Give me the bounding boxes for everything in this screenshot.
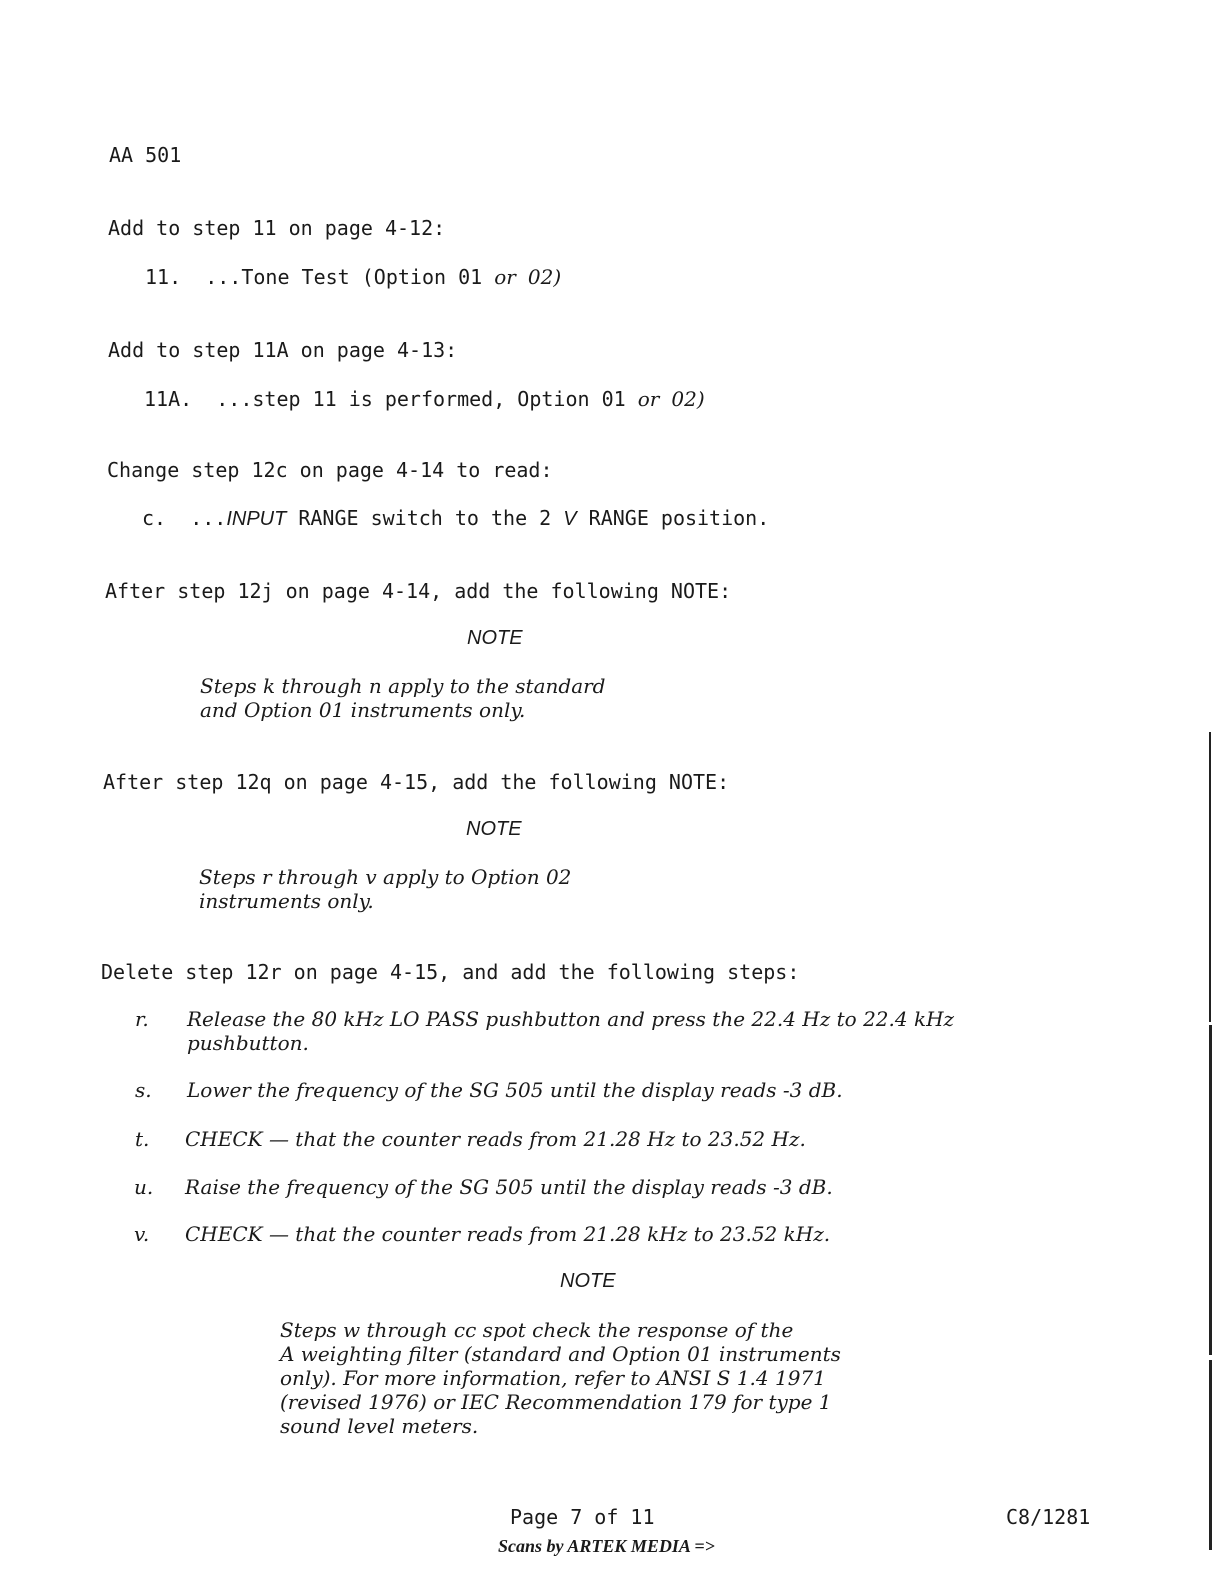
- note-line: instruments only.: [199, 889, 374, 913]
- step-item: [145, 265, 561, 289]
- note-title: NOTE: [466, 818, 522, 840]
- scan-edge-line: [1209, 1025, 1212, 1355]
- note-line: only). For more information, refer to ANSI S 1.4 1971: [280, 1366, 826, 1390]
- step-line: Raise the frequency of the SG 505 until the display reads -3 dB.: [185, 1175, 833, 1199]
- step-line: Lower the frequency of the SG 505 until the display reads -3 dB.: [187, 1078, 843, 1102]
- scan-edge-line: [1209, 1360, 1212, 1550]
- step-text: ...Tone Test (Option 01: [205, 265, 483, 289]
- step-label: v.: [134, 1222, 150, 1246]
- step-label: s.: [135, 1078, 152, 1102]
- step-label: r.: [135, 1007, 149, 1031]
- note-line: Steps k through n apply to the standard: [200, 674, 606, 698]
- step-text-middle: RANGE switch to the 2: [286, 506, 564, 530]
- section-heading: Delete step 12r on page 4-15, and add the following steps:: [101, 960, 800, 984]
- step-text-volt: V: [563, 508, 577, 530]
- step-end: 02): [671, 387, 705, 411]
- step-item: [144, 387, 705, 411]
- note-line: Steps w through cc spot check the response of the: [280, 1318, 794, 1342]
- section-heading: Add to step 11 on page 4-12:: [108, 216, 446, 240]
- section-heading: Add to step 11A on page 4-13:: [108, 338, 458, 362]
- step-end: 02): [527, 265, 562, 289]
- page-number: Page 7 of 11: [510, 1505, 655, 1529]
- step-label: t.: [135, 1127, 150, 1151]
- document-code: C8/1281: [1006, 1505, 1091, 1529]
- step-number: 11.: [145, 265, 182, 289]
- document-id: AA 501: [109, 143, 182, 167]
- step-number: c.: [142, 506, 167, 530]
- note-line: (revised 1976) or IEC Recommendation 179 for type 1: [280, 1390, 832, 1414]
- step-text-prefix: ...: [190, 506, 227, 530]
- step-item: [142, 506, 769, 531]
- section-heading: Change step 12c on page 4-14 to read:: [107, 458, 553, 482]
- step-text: ...step 11 is performed, Option 01: [216, 387, 626, 411]
- scan-credit: Scans by ARTEK MEDIA =>: [498, 1536, 715, 1556]
- step-line: CHECK — that the counter reads from 21.28 Hz to 23.52 Hz.: [185, 1127, 806, 1151]
- note-line: sound level meters.: [280, 1414, 479, 1438]
- section-heading: After step 12j on page 4-14, add the following NOTE:: [105, 579, 732, 603]
- note-title: NOTE: [467, 627, 523, 649]
- note-line: A weighting filter (standard and Option 01 instruments: [280, 1342, 841, 1366]
- step-line: CHECK — that the counter reads from 21.28 kHz to 23.52 kHz.: [185, 1222, 831, 1246]
- section-heading: After step 12q on page 4-15, add the following NOTE:: [103, 770, 730, 794]
- step-number: 11A.: [144, 387, 193, 411]
- step-or: or: [494, 265, 516, 289]
- step-line: Release the 80 kHz LO PASS pushbutton and press the 22.4 Hz to 22.4 kHz: [187, 1007, 955, 1031]
- note-title: NOTE: [560, 1270, 616, 1292]
- step-text-suffix: RANGE position.: [576, 506, 770, 530]
- step-label: u.: [134, 1175, 154, 1199]
- step-line: pushbutton.: [187, 1031, 309, 1055]
- note-line: and Option 01 instruments only.: [200, 698, 526, 722]
- scan-edge-line: [1209, 732, 1211, 1022]
- step-text-input: INPUT: [226, 508, 287, 530]
- step-or: or: [637, 387, 660, 411]
- note-line: Steps r through v apply to Option 02: [199, 865, 572, 889]
